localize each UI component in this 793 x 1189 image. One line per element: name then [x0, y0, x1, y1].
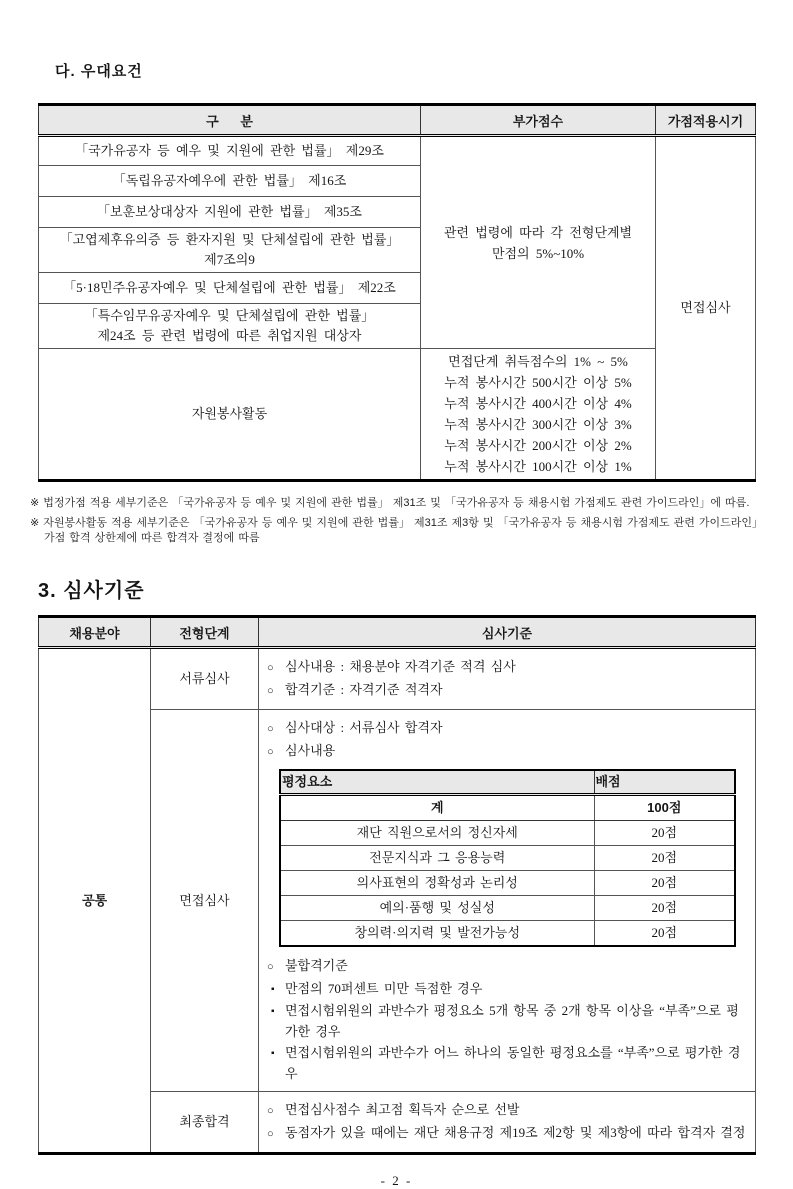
preference-table: [38, 103, 756, 482]
criteria-line: [267, 656, 747, 679]
law-row-cell: [39, 304, 421, 349]
interview-criteria-cell: [259, 710, 756, 1092]
criteria-table-header-row: [39, 617, 756, 648]
square-bullet-icon: ▪: [271, 1006, 275, 1017]
rating-points: 20점: [594, 871, 735, 896]
volunteer-bonus-line: 누적 봉사시간 400시간 이상 4%: [444, 396, 632, 411]
footnote: ※ 자원봉사활동 적용 세부기준은 「국가유공자 등 예우 및 지원에 관한 법률」 제31조 제3항 및 「국가유공자 등 채용시험 가점제도 관련 가이드라인」 가점 합격 상한제에 따른 합격자 결정에 따름: [30, 517, 764, 544]
criteria-text: 불합격기준: [285, 958, 348, 973]
rating-total-points: 100점: [594, 795, 735, 821]
criteria-line: [267, 717, 747, 740]
col-header-category: 구 분: [39, 105, 421, 136]
page-number: - 2 -: [380, 1173, 413, 1188]
law-row-cell: 「독립유공자예우에 관한 법률」 제16조: [39, 166, 421, 197]
table-row: [39, 648, 756, 710]
volunteer-bonus-line: 면접단계 취득점수의 1% ~ 5%: [448, 354, 628, 369]
circle-bullet-icon: ○: [267, 723, 274, 735]
fail-text: 면접시험위원의 과반수가 어느 하나의 동일한 평정요소를 “부족”으로 평가한 경우: [285, 1045, 741, 1081]
rating-table: [279, 769, 736, 947]
footnote: ※ 법정가점 적용 세부기준은 「국가유공자 등 예우 및 지원에 관한 법률」 제31조 및 「국가유공자 등 채용시험 가점제도 관련 가이드라인」에 따름.: [30, 497, 750, 509]
law-row-cell: 「5·18민주유공자예우 및 단체설립에 관한 법률」 제22조: [39, 273, 421, 304]
circle-bullet-icon: ○: [267, 662, 274, 674]
law-row-cell: 「보훈보상대상자 지원에 관한 법률」 제35조: [39, 197, 421, 228]
volunteer-bonus-cell: [421, 349, 656, 481]
circle-bullet-icon: ○: [267, 746, 274, 758]
square-bullet-icon: ▪: [271, 984, 275, 995]
col-header-stage: 전형단계: [151, 617, 259, 648]
table-row: [39, 349, 756, 481]
volunteer-bonus-line: 누적 봉사시간 500시간 이상 5%: [444, 375, 632, 390]
circle-bullet-icon: ○: [267, 1105, 274, 1117]
rating-row: [280, 821, 735, 846]
criteria-text: 심사내용: [285, 743, 336, 758]
final-criteria-cell: [259, 1092, 756, 1154]
square-bullet-icon: ▪: [271, 1048, 275, 1059]
col-header-bonus: 부가점수: [421, 105, 656, 136]
criteria-line: [267, 679, 747, 702]
law-bonus-line: 만점의 5%~10%: [491, 245, 585, 261]
rating-points: 20점: [594, 846, 735, 871]
volunteer-bonus-line: 누적 봉사시간 100시간 이상 1%: [444, 459, 632, 474]
timing-cell: 면접심사: [656, 136, 756, 481]
document-criteria-cell: [259, 648, 756, 710]
section-3-title: 3. 심사기준: [38, 580, 145, 602]
volunteer-cell: 자원봉사활동: [39, 349, 421, 481]
rating-factor: 재단 직원으로서의 정신자세: [280, 821, 594, 846]
rating-factor: 창의력·의지력 및 발전가능성: [280, 921, 594, 947]
stage-cell-interview: 면접심사: [151, 710, 259, 1092]
criteria-line: [267, 1122, 747, 1145]
criteria-text: 합격기준 : 자격기준 적격자: [285, 682, 443, 697]
rating-points: 20점: [594, 921, 735, 947]
rating-factor: 의사표현의 정확성과 논리성: [280, 871, 594, 896]
fail-text: 면접시험위원의 과반수가 평정요소 5개 항목 중 2개 항목 이상을 “부족”으로 평가한 경우: [285, 1003, 739, 1039]
law-row-line: 제7조의9: [204, 252, 255, 267]
rating-row: [280, 921, 735, 947]
stage-cell-document: 서류심사: [151, 648, 259, 710]
rating-points: 20점: [594, 896, 735, 921]
circle-bullet-icon: ○: [267, 961, 274, 973]
fail-item: [267, 978, 747, 1000]
rating-header-row: [280, 770, 735, 795]
rating-factor: 전문지식과 그 응용능력: [280, 846, 594, 871]
law-row-line: 「고엽제후유의증 등 환자지원 및 단체설립에 관한 법률」: [59, 232, 400, 247]
col-header-field: 채용분야: [39, 617, 151, 648]
rating-col-points: 배점: [594, 770, 735, 795]
criteria-line: [267, 955, 747, 978]
criteria-text: 심사내용 : 채용분야 자격기준 적격 심사: [285, 659, 516, 674]
rating-factor: 예의·품행 및 성실성: [280, 896, 594, 921]
criteria-line: [267, 1099, 747, 1122]
col-header-criteria: 심사기준: [259, 617, 756, 648]
law-row-line: 제24조 등 관련 법령에 따른 취업지원 대상자: [97, 328, 362, 343]
law-bonus-line: 관련 법령에 따라 각 전형단계별: [443, 224, 633, 240]
rating-col-factor: 평정요소: [280, 770, 594, 795]
criteria-text: 동점자가 있을 때에는 재단 채용규정 제19조 제2항 및 제3항에 따라 합격자 결정: [285, 1125, 746, 1140]
preference-table-header-row: [39, 105, 756, 136]
stage-cell-final: 최종합격: [151, 1092, 259, 1154]
rating-total-label: 계: [280, 795, 594, 821]
volunteer-bonus-line: 누적 봉사시간 200시간 이상 2%: [444, 438, 632, 453]
volunteer-bonus-line: 누적 봉사시간 300시간 이상 3%: [444, 417, 632, 432]
circle-bullet-icon: ○: [267, 685, 274, 697]
fail-item: [267, 1000, 747, 1042]
section-c-title: 다. 우대요건: [55, 63, 143, 80]
rating-total-row: [280, 795, 735, 821]
circle-bullet-icon: ○: [267, 1128, 274, 1140]
criteria-text: 심사대상 : 서류심사 합격자: [285, 720, 443, 735]
law-row-line: 「특수임무유공자예우 및 단체설립에 관한 법률」: [84, 308, 375, 323]
fail-item: [267, 1042, 747, 1084]
law-bonus-cell: [421, 136, 656, 349]
rating-points: 20점: [594, 821, 735, 846]
law-row-cell: 「국가유공자 등 예우 및 지원에 관한 법률」 제29조: [39, 136, 421, 166]
table-row: [39, 136, 756, 166]
rating-row: [280, 846, 735, 871]
law-row-cell: [39, 228, 421, 273]
fail-text: 만점의 70퍼센트 미만 득점한 경우: [285, 981, 483, 996]
col-header-timing: 가점적용시기: [656, 105, 756, 136]
criteria-line: [267, 740, 747, 763]
rating-row: [280, 896, 735, 921]
field-cell: 공통: [39, 648, 151, 1154]
criteria-text: 면접심사점수 최고점 획득자 순으로 선발: [285, 1102, 520, 1117]
rating-row: [280, 871, 735, 896]
criteria-table: [38, 615, 756, 1155]
